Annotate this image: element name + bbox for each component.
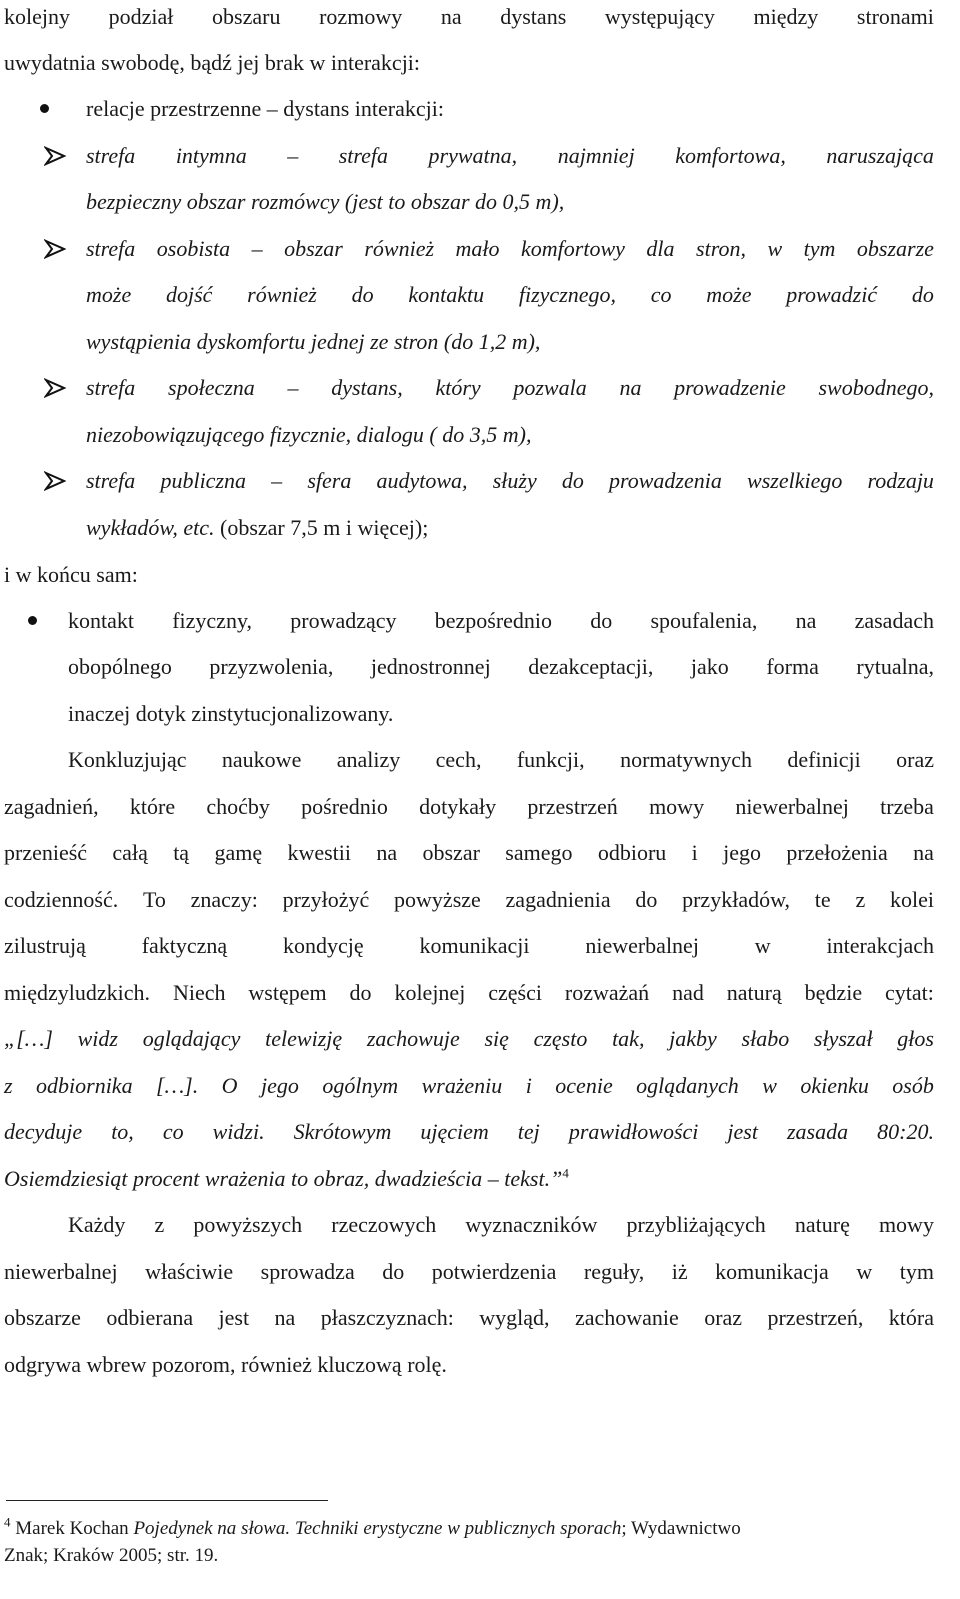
- intro-line-2: uwydatnia swobodę, bądź jej brak w interakcji:: [4, 50, 421, 75]
- bullet-dot-icon: [40, 104, 49, 113]
- conclusion-line-4: codzienność. To znaczy: przyłożyć powyższe zagadnienia do przykładów, te z kolei: [4, 887, 934, 912]
- footnote-line-1: [4, 1516, 741, 1542]
- final-line-4: odgrywa wbrew pozorom, również kluczową rolę.: [4, 1352, 447, 1377]
- footnote-author: Marek Kochan: [10, 1518, 134, 1539]
- zone-intimate-line-2: bezpieczny obszar rozmówcy (jest to obszar do 0,5 m),: [86, 189, 565, 214]
- contact-line-2: obopólnego przyzwolenia, jednostronnej dezakceptacji, jako forma rytualna,: [68, 654, 934, 679]
- zone-public-normal: (obszar 7,5 m i więcej);: [214, 515, 429, 540]
- zone-intimate-line-1: strefa intymna – strefa prywatna, najmniej komfortowa, naruszająca: [86, 143, 934, 168]
- footnote-ref: 4: [562, 1165, 569, 1181]
- arrow-bullet-icon: [44, 239, 66, 259]
- footnote-number: 4: [4, 1514, 11, 1530]
- quote-last: Osiemdziesiąt procent wrażenia to obraz, dwadzieścia – tekst.”: [4, 1166, 563, 1191]
- footnote-line-2: Znak; Kraków 2005; str. 19.: [4, 1545, 219, 1566]
- quote-line-1: „[…] widz oglądający telewizję zachowuje się często tak, jakby słabo słyszał głos: [4, 1026, 934, 1051]
- bullet-dot-icon: [28, 616, 37, 625]
- conclusion-line-6: międzyludzkich. Niech wstępem do kolejnej części rozważań nad naturą będzie cytat:: [4, 980, 934, 1005]
- contact-line-3: inaczej dotyk zinstytucjonalizowany.: [68, 701, 394, 726]
- zone-public-italic: wykładów, etc.: [86, 515, 215, 540]
- zone-public-line-2: [86, 513, 960, 543]
- conclusion-line-5: zilustrują faktyczną kondycję komunikacji niewerbalnej w interakcjach: [4, 933, 934, 958]
- contact-line-1: kontakt fizyczny, prowadzący bezpośrednio do spoufalenia, na zasadach: [68, 608, 934, 633]
- quote-line-4: [4, 1164, 960, 1194]
- zone-personal-line-3: wystąpienia dyskomfortu jednej ze stron (do 1,2 m),: [86, 329, 541, 354]
- bullet-spatial-relations: relacje przestrzenne – dystans interakcji:: [86, 96, 444, 121]
- arrow-bullet-icon: [44, 378, 66, 398]
- arrow-bullet-icon: [44, 471, 66, 491]
- final-line-2: niewerbalnej właściwie sprowadza do potwierdzenia reguły, iż komunikacja w tym: [4, 1259, 934, 1284]
- quote-line-3: decyduje to, co widzi. Skrótowym ujęciem tej prawidłowości jest zasada 80:20.: [4, 1119, 934, 1144]
- quote-line-2: z odbiornika […]. O jego ogólnym wrażeniu i ocenie oglądanych w okienku osób: [4, 1073, 934, 1098]
- footnote-title: Pojedynek na słowa. Techniki erystyczne w publicznych sporach: [133, 1518, 622, 1539]
- conclusion-line-1: Konkluzjując naukowe analizy cech, funkcji, normatywnych definicji oraz: [68, 747, 934, 772]
- conclusion-line-3: przenieść całą tą gamę kwestii na obszar samego odbioru i jego przełożenia na: [4, 840, 934, 865]
- arrow-bullet-icon: [44, 146, 66, 166]
- final-line-3: obszarze odbierana jest na płaszczyznach: wygląd, zachowanie oraz przestrzeń, która: [4, 1305, 934, 1330]
- zone-public-line-1: strefa publiczna – sfera audytowa, służy do prowadzenia wszelkiego rodzaju: [86, 468, 934, 493]
- zone-personal-line-1: strefa osobista – obszar również mało komfortowy dla stron, w tym obszarze: [86, 236, 934, 261]
- intro-line-1: kolejny podział obszaru rozmowy na dystans występujący między stronami: [4, 4, 934, 29]
- footnote-publisher: ; Wydawnictwo: [621, 1518, 741, 1539]
- finally-line: i w końcu sam:: [4, 562, 138, 587]
- zone-social-line-1: strefa społeczna – dystans, który pozwala na prowadzenie swobodnego,: [86, 375, 934, 400]
- zone-social-line-2: niezobowiązującego fizycznie, dialogu ( do 3,5 m),: [86, 422, 532, 447]
- final-line-1: Każdy z powyższych rzeczowych wyznaczników przybliżających naturę mowy: [68, 1212, 934, 1237]
- conclusion-line-2: zagadnień, które choćby pośrednio dotykały przestrzeń mowy niewerbalnej trzeba: [4, 794, 934, 819]
- zone-personal-line-2: może dojść również do kontaktu fizycznego, co może prowadzić do: [86, 282, 934, 307]
- footnote-separator: [6, 1500, 328, 1501]
